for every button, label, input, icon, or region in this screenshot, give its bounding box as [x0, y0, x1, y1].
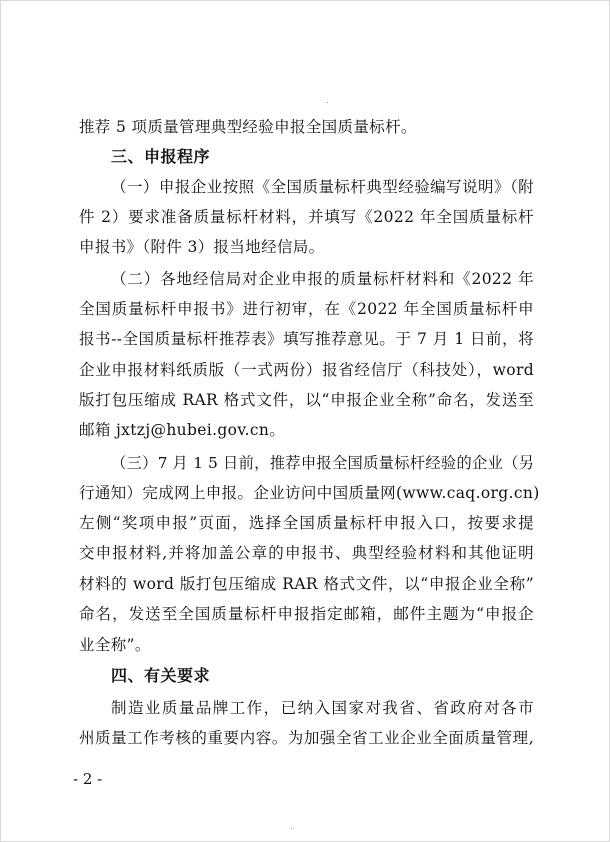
text-line-10: 版打包压缩成 RAR 格式文件，以“申报企业全称”命名，发送至 — [79, 391, 534, 409]
text-line-17: 命名，发送至全国质量标杆申报指定邮箱，邮件主题为“申报企 — [79, 605, 534, 623]
text-line-3: （一）申报企业按照《全国质量标杆典型经验编写说明》（附 — [111, 178, 534, 196]
text-line-14: 左侧“奖项申报”页面，选择全国质量标杆申报入口，按要求提 — [79, 514, 534, 532]
text-line-15: 交申报材料,并将加盖公章的申报书、典型经验材料和其他证明 — [79, 544, 534, 562]
text-line-8: 报书--全国质量标杆推荐表》填写推荐意见。于 7 月 1 日前，将 — [79, 330, 534, 348]
text-line-13: 行通知）完成网上申报。企业访问中国质量网(www.caq.org.cn) — [79, 484, 540, 502]
text-line-9: 企业申报材料纸质版（一式两份）报省经信厅（科技处），word — [79, 361, 534, 379]
text-line-7: 全国质量标杆申报书》进行初审，在《2022 年全国质量标杆申 — [79, 300, 534, 318]
text-line-5: 申报书》（附件 3）报当地经信局。 — [79, 238, 325, 256]
scan-speck — [327, 102, 328, 103]
section-heading-4: 四、有关要求 — [111, 666, 211, 685]
section-heading-3: 三、申报程序 — [111, 147, 211, 166]
scan-speck — [291, 828, 292, 829]
text-line-4: 件 2）要求准备质量标杆材料，并填写《2022 年全国质量标杆 — [79, 208, 534, 226]
text-line-18: 业全称”。 — [79, 636, 151, 654]
text-line-12: （三）7 月 1 5 日前，推荐申报全国质量标杆经验的企业（另 — [111, 454, 534, 472]
text-line-1: 推荐 5 项质量管理典型经验申报全国质量标杆。 — [79, 118, 417, 136]
page-number: - 2 - — [73, 770, 103, 788]
text-line-11: 邮箱 jxtzj@hubei.gov.cn。 — [79, 421, 286, 439]
text-line-21: 州质量工作考核的重要内容。为加强全省工业企业全面质量管理, — [79, 729, 534, 747]
text-line-6: （二）各地经信局对企业申报的质量标杆材料和《2022 年 — [111, 270, 534, 288]
text-line-20: 制造业质量品牌工作，已纳入国家对我省、省政府对各市 — [111, 699, 534, 717]
text-line-16: 材料的 word 版打包压缩成 RAR 格式文件，以“申报企业全称” — [79, 575, 534, 593]
